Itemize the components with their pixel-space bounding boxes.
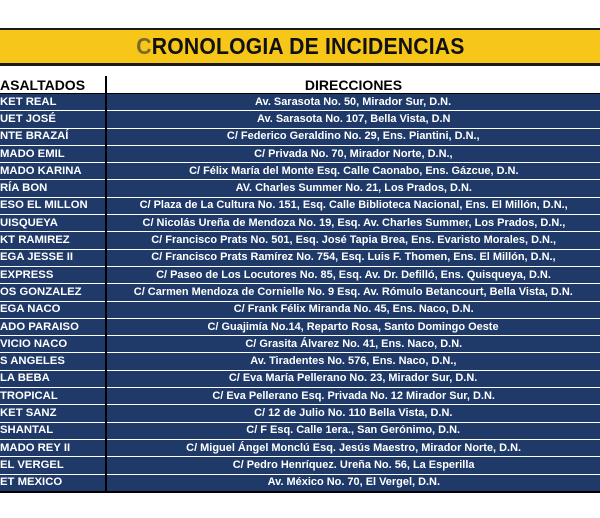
cell-direccion: Av. Sarasota No. 107, Bella Vista, D.N [106,111,600,128]
table-row [0,232,600,249]
cell-direccion: Av. Tiradentes No. 576, Ens. Naco, D.N., [106,353,600,370]
incidents-table [0,76,600,493]
table-row [0,336,600,353]
cell-direccion: C/ Guajimía No.14, Reparto Rosa, Santo Domingo Oeste [106,318,600,335]
cell-asaltado: VICIO NACO [0,336,106,353]
page-title [136,33,464,60]
table-row [0,128,600,145]
table-row [0,388,600,405]
table-row [0,284,600,301]
cell-asaltado: TROPICAL [0,388,106,405]
table-row [0,249,600,266]
table-row [0,474,600,492]
cell-direccion: C/ Grasita Álvarez No. 41, Ens. Naco, D.N. [106,336,600,353]
title-bar [0,28,600,66]
title-rest: RONOLOGIA DE INCIDENCIAS [151,33,465,59]
table-row [0,266,600,283]
table-header-row [0,76,600,94]
cell-direccion: C/ Paseo de Los Locutores No. 85, Esq. Av. Dr. Defilló, Ens. Quisqueya, D.N. [106,266,600,283]
cell-asaltado: NTE BRAZAÍ [0,128,106,145]
table-row [0,318,600,335]
cell-direccion: Av. México No. 70, El Vergel, D.N. [106,474,600,492]
cell-asaltado: UISQUEYA [0,215,106,232]
header-asaltados: ASALTADOS [0,76,106,94]
header-direcciones: DIRECCIONES [106,76,600,94]
cell-direccion: C/ Frank Félix Miranda No. 45, Ens. Naco, D.N. [106,301,600,318]
title-first-letter: C [135,33,152,59]
cell-direccion: C/ Miguel Ángel Monclú Esq. Jesús Maestro, Mirador Norte, D.N. [106,439,600,456]
cell-direccion: C/ Félix María del Monte Esq. Calle Caonabo, Ens. Gázcue, D.N. [106,163,600,180]
table-row [0,180,600,197]
cell-asaltado: EGA NACO [0,301,106,318]
cell-asaltado: KT RAMIREZ [0,232,106,249]
cell-asaltado: SHANTAL [0,422,106,439]
table-row [0,370,600,387]
cell-asaltado: MADO KARINA [0,163,106,180]
table-row [0,145,600,162]
table-row [0,457,600,474]
cell-direccion: C/ Federico Geraldino No. 29, Ens. Piantini, D.N., [106,128,600,145]
cell-asaltado: UET JOSÉ [0,111,106,128]
table-row [0,439,600,456]
cell-direccion: C/ Plaza de La Cultura No. 151, Esq. Calle Biblioteca Nacional, Ens. El Millón, D.N., [106,197,600,214]
cell-asaltado: EGA JESSE II [0,249,106,266]
table-row [0,163,600,180]
cell-direccion: C/ Privada No. 70, Mirador Norte, D.N., [106,145,600,162]
table-row [0,353,600,370]
table-row [0,405,600,422]
table-row [0,422,600,439]
cell-asaltado: EL VERGEL [0,457,106,474]
cell-asaltado: S ANGELES [0,353,106,370]
cell-asaltado: ET MEXICO [0,474,106,492]
cell-direccion: C/ F Esq. Calle 1era., San Gerónimo, D.N. [106,422,600,439]
cell-direccion: C/ Francisco Prats Ramírez No. 754, Esq. Luis F. Thomen, Ens. El Millón, D.N., [106,249,600,266]
table-row [0,94,600,111]
cell-asaltado: KET REAL [0,94,106,111]
cell-direccion: Av. Sarasota No. 50, Mirador Sur, D.N. [106,94,600,111]
table-row [0,215,600,232]
cell-direccion: C/ Pedro Henríquez. Ureña No. 56, La Esperilla [106,457,600,474]
cell-asaltado: LA BEBA [0,370,106,387]
cell-direccion: C/ Nicolás Ureña de Mendoza No. 19, Esq. Av. Charles Summer, Los Prados, D.N., [106,215,600,232]
cell-asaltado: ESO EL MILLON [0,197,106,214]
cell-direccion: C/ Eva Pellerano Esq. Privada No. 12 Mirador Sur, D.N. [106,388,600,405]
table-row [0,301,600,318]
cell-asaltado: MADO EMIL [0,145,106,162]
cell-asaltado: ADO PARAISO [0,318,106,335]
cell-direccion: C/ Eva María Pellerano No. 23, Mirador Sur, D.N. [106,370,600,387]
cell-asaltado: MADO REY II [0,439,106,456]
table-row [0,197,600,214]
incidents-table-container [0,76,600,493]
cell-asaltado: EXPRESS [0,266,106,283]
cell-direccion: C/ Francisco Prats No. 501, Esq. José Tapia Brea, Ens. Evaristo Morales, D.N., [106,232,600,249]
cell-direccion: C/ Carmen Mendoza de Cornielle No. 9 Esq. Av. Rómulo Betancourt, Bella Vista, D.N. [106,284,600,301]
table-row [0,111,600,128]
cell-direccion: C/ 12 de Julio No. 110 Bella Vista, D.N. [106,405,600,422]
cell-asaltado: KET SANZ [0,405,106,422]
cell-asaltado: OS GONZALEZ [0,284,106,301]
cell-asaltado: RÍA BON [0,180,106,197]
cell-direccion: AV. Charles Summer No. 21, Los Prados, D.N. [106,180,600,197]
table-body [0,94,600,492]
